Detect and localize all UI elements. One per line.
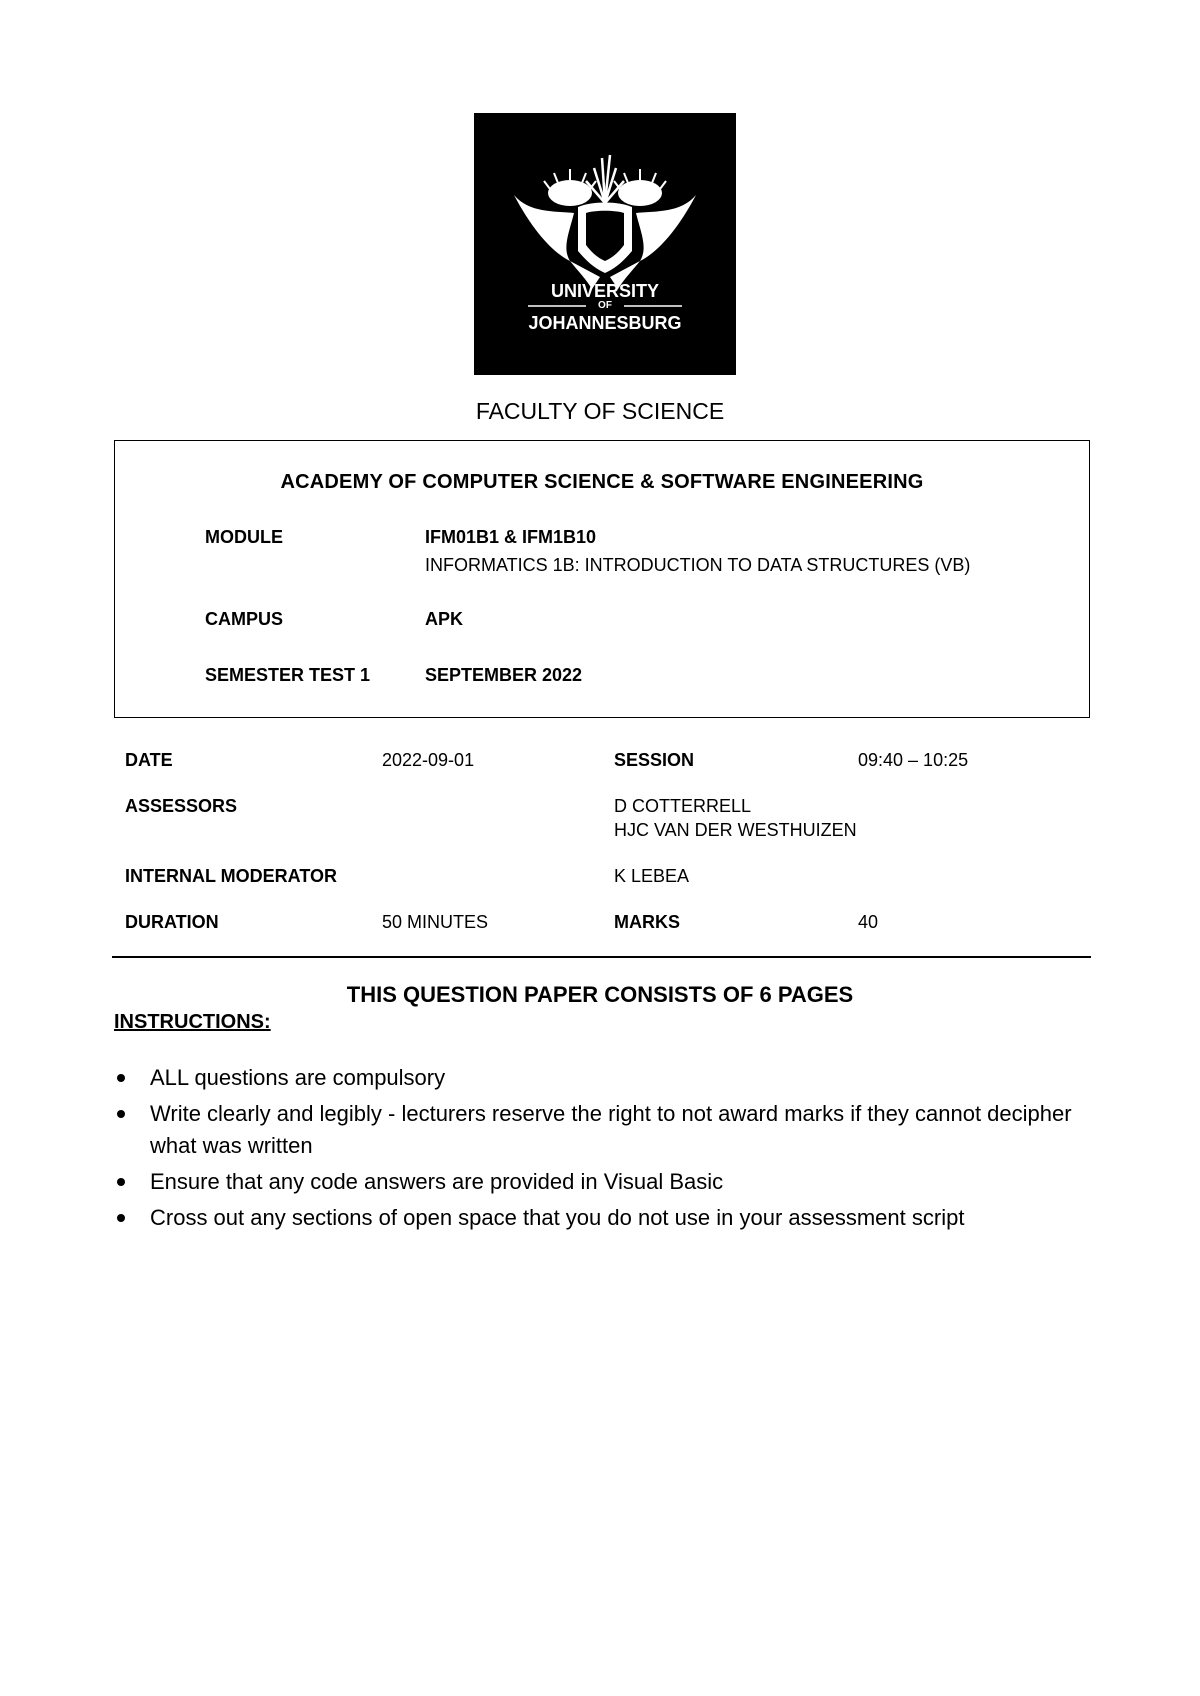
- bullet-icon: [117, 1178, 125, 1186]
- moderator-value: K LEBEA: [614, 866, 690, 886]
- university-logo: [474, 113, 736, 375]
- marks-label: MARKS: [614, 912, 680, 932]
- session-label: SESSION: [614, 750, 695, 770]
- instructions-heading: INSTRUCTIONS:: [114, 1011, 271, 1033]
- campus-value: APK: [425, 609, 464, 629]
- instruction-item: [112, 1202, 1092, 1234]
- date-label: DATE: [125, 750, 173, 770]
- instruction-item: [112, 1098, 1092, 1162]
- assessor-1: D COTTERRELL: [614, 796, 752, 816]
- module-label: MODULE: [205, 527, 283, 547]
- logo-johannesburg-text: JOHANNESBURG: [528, 313, 682, 333]
- pages-notice: THIS QUESTION PAPER CONSISTS OF 6 PAGES: [346, 982, 854, 1007]
- instruction-item: [112, 1062, 1092, 1094]
- module-name: INFORMATICS 1B: INTRODUCTION TO DATA STRUCTURES (VB): [425, 555, 971, 575]
- semester-test-label: SEMESTER TEST 1: [205, 665, 371, 685]
- module-code: IFM01B1 & IFM1B10: [425, 527, 597, 547]
- faculty-heading: FACULTY OF SCIENCE: [475, 398, 725, 424]
- semester-test-value: SEPTEMBER 2022: [425, 665, 583, 685]
- instruction-text: ALL questions are compulsory: [150, 1065, 446, 1090]
- instruction-text: Ensure that any code answers are provided in Visual Basic: [150, 1169, 724, 1194]
- duration-label: DURATION: [125, 912, 219, 932]
- divider-rule: [112, 956, 1091, 958]
- assessors-label: ASSESSORS: [125, 796, 238, 816]
- bullet-icon: [117, 1110, 125, 1118]
- bullet-icon: [117, 1214, 125, 1222]
- duration-value: 50 MINUTES: [382, 912, 489, 932]
- assessor-2: HJC VAN DER WESTHUIZEN: [614, 820, 857, 840]
- instructions-list: [112, 1062, 1092, 1238]
- moderator-label: INTERNAL MODERATOR: [125, 866, 338, 886]
- campus-label: CAMPUS: [205, 609, 284, 629]
- crest-icon: [474, 113, 736, 375]
- academy-box: [114, 440, 1090, 718]
- bullet-icon: [117, 1074, 125, 1082]
- instruction-text: Cross out any sections of open space that you do not use in your assessment script: [150, 1205, 965, 1230]
- instruction-text: Write clearly and legibly - lecturers reserve the right to not award marks if they cannot decipher what was written: [150, 1101, 1072, 1158]
- logo-university-text: UNIVERSITY: [550, 281, 660, 301]
- marks-value: 40: [858, 912, 879, 932]
- instruction-item: [112, 1166, 1092, 1198]
- academy-title: ACADEMY OF COMPUTER SCIENCE & SOFTWARE ENGINEERING: [280, 471, 924, 493]
- date-value: 2022-09-01: [382, 750, 475, 770]
- session-value: 09:40 – 10:25: [858, 750, 969, 770]
- logo-of-text: OF: [598, 300, 612, 311]
